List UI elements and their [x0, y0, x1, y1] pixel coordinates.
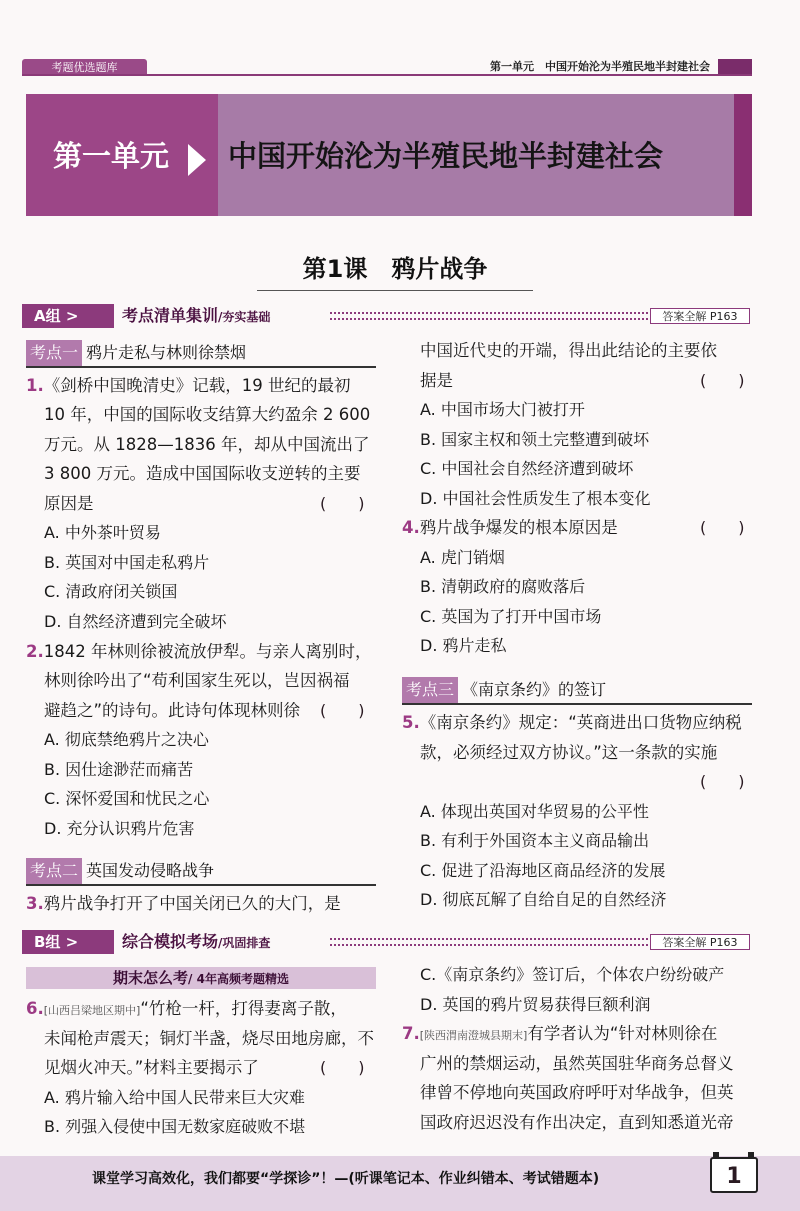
group-a-tag-wrap: [22, 304, 118, 328]
q1-number: 1.: [26, 376, 44, 395]
q6-option-a[interactable]: A. 鸦片输入给中国人民带来巨大灾难: [44, 1088, 305, 1107]
group-b-dots: [330, 938, 648, 946]
q4-answer-blank[interactable]: ( ): [700, 518, 745, 537]
kp2-title: 英国发动侵略战争: [86, 861, 215, 880]
footer-slogan: 课堂学习高效化，我们都要“学探诊”！—(听课笔记本、作业纠错本、考试错题本): [92, 1171, 600, 1187]
q6-text-1: “竹枪一杆，打得妻离子散，: [140, 999, 347, 1018]
q3-line-2: 中国近代史的开端，得出此结论的主要依: [420, 341, 717, 360]
group-a-tag: A组 >: [22, 304, 114, 328]
q5-option-c[interactable]: C. 促进了沿海地区商品经济的发展: [420, 861, 666, 880]
group-b-title: [122, 930, 352, 955]
lesson-underline: [257, 290, 533, 291]
kp2-heading: [26, 858, 386, 884]
header-accent-block: [718, 59, 752, 74]
q5-text-1: 《南京条约》规定：“英商进出口货物应纳税: [419, 713, 742, 732]
q7-number: 7.: [402, 1024, 420, 1043]
page-number: 1: [710, 1157, 758, 1193]
kp3-underline: [402, 703, 752, 705]
q1-line-4: 3 800 万元。造成中国国际收支逆转的主要: [44, 464, 361, 483]
group-b-subtitle: /巩固排查: [218, 936, 271, 950]
kp1-underline: [26, 366, 376, 368]
q6-line-2: 未闻枪声震天；铜灯半盏，烧尽田地房廊，不: [44, 1029, 374, 1048]
q2-option-c[interactable]: C. 深怀爱国和忧民之心: [44, 789, 210, 808]
q3-line-1: [26, 889, 341, 919]
q7-line-4: 国政府迟迟没有作出决定，直到知悉道光帝: [420, 1113, 734, 1132]
kp3-tag: 考点三: [402, 677, 458, 703]
group-b-tag: B组 >: [22, 930, 114, 954]
q5-option-d[interactable]: D. 彻底瓦解了自给自足的自然经济: [420, 890, 667, 909]
q7-source: [陕西渭南澄城县期末]: [419, 1029, 528, 1042]
q1-line-1: [26, 371, 351, 401]
unit-title: 中国开始沦为半殖民地半封建社会: [228, 139, 664, 173]
q6-line-1: [26, 994, 347, 1026]
q6-answer-blank[interactable]: ( ): [320, 1058, 365, 1077]
q3-option-b[interactable]: B. 国家主权和领土完整遭到破坏: [420, 430, 650, 449]
q6-number: 6.: [26, 999, 44, 1018]
header-divider: [22, 74, 752, 76]
kp1-title: 鸦片走私与林则徐禁烟: [86, 343, 247, 362]
q2-option-d[interactable]: D. 充分认识鸦片危害: [44, 819, 195, 838]
kp1-tag: 考点一: [26, 340, 82, 366]
q5-answer-blank[interactable]: ( ): [700, 772, 745, 791]
header-left-tag: 考题优选题库: [22, 59, 147, 76]
q1-text-1: 《剑桥中国晚清史》记载，19 世纪的最初: [43, 376, 351, 395]
group-b-title-text: 综合模拟考场: [122, 932, 219, 951]
q3-line-3: 据是: [420, 371, 453, 390]
group-a-dots: [330, 312, 648, 320]
q4-option-a[interactable]: A. 虎门销烟: [420, 548, 505, 567]
q7-line-1: [402, 1019, 717, 1051]
q2-text-1: 1842 年林则徐被流放伊犁。与亲人离别时，: [43, 642, 372, 661]
group-b-answer-ref[interactable]: 答案全解 P163: [650, 934, 750, 950]
q5-option-a[interactable]: A. 体现出英国对华贸易的公平性: [420, 802, 649, 821]
q4-text-1: 鸦片战争爆发的根本原因是: [419, 518, 618, 537]
kp2-tag: 考点二: [26, 858, 82, 884]
q5-number: 5.: [402, 713, 420, 732]
lesson-title: 第1课 鸦片战争: [302, 255, 488, 283]
q3-option-a[interactable]: A. 中国市场大门被打开: [420, 400, 585, 419]
q6-source: [山西吕梁地区期中]: [43, 1004, 141, 1017]
q6-line-3: 见烟火冲天。”材料主要揭示了: [44, 1058, 259, 1077]
unit-label: 第一单元: [52, 139, 169, 173]
kp2-underline: [26, 884, 376, 886]
group-a-title-text: 考点清单集训: [122, 306, 219, 325]
q3-option-d[interactable]: D. 中国社会性质发生了根本变化: [420, 489, 651, 508]
banner-arrow-icon: [188, 144, 206, 176]
header-unit-title: 第一单元 中国开始沦为半殖民地半封建社会: [490, 60, 710, 73]
q1-option-a[interactable]: A. 中外茶叶贸易: [44, 523, 161, 542]
q2-line-2: 林则徐吟出了“苟利国家生死以，岂因祸福: [44, 671, 350, 690]
q5-line-1: [402, 708, 742, 738]
q3-text-1: 鸦片战争打开了中国关闭已久的大门，是: [43, 894, 341, 913]
final-exam-subtitle: / 4年高频考题精选: [188, 972, 289, 986]
q7-text-1: 有学者认为“针对林则徐在: [527, 1024, 718, 1043]
kp3-heading: [402, 677, 762, 703]
q1-option-d[interactable]: D. 自然经济遭到完全破坏: [44, 612, 227, 631]
q3-number: 3.: [26, 894, 44, 913]
q1-line-3: 万元。从 1828—1836 年，却从中国流出了: [44, 435, 370, 454]
q2-line-3: 避趋之”的诗句。此诗句体现林则徐: [44, 701, 301, 720]
q4-number: 4.: [402, 518, 420, 537]
group-a-answer-ref[interactable]: 答案全解 P163: [650, 308, 750, 324]
q2-answer-blank[interactable]: ( ): [320, 701, 365, 720]
group-a-subtitle: /夯实基础: [218, 310, 271, 324]
q7-line-3: 律曾不停地向英国政府呼吁对华战争，但英: [420, 1083, 734, 1102]
q6-option-c[interactable]: C.《南京条约》签订后，个体农户纷纷破产: [420, 965, 725, 984]
q2-option-a[interactable]: A. 彻底禁绝鸦片之决心: [44, 730, 209, 749]
q1-option-c[interactable]: C. 清政府闭关锁国: [44, 582, 178, 601]
kp3-title: 《南京条约》的签订: [462, 680, 607, 699]
q1-option-b[interactable]: B. 英国对中国走私鸦片: [44, 553, 210, 572]
final-exam-bar: [26, 967, 376, 989]
q4-line-1: [402, 513, 618, 543]
q2-number: 2.: [26, 642, 44, 661]
group-a-title: [122, 304, 352, 329]
q3-answer-blank[interactable]: ( ): [700, 371, 745, 390]
q4-option-c[interactable]: C. 英国为了打开中国市场: [420, 607, 602, 626]
unit-banner-corner: [734, 94, 752, 216]
q1-line-5: 原因是: [44, 494, 94, 513]
q5-option-b[interactable]: B. 有利于外国资本主义商品输出: [420, 831, 650, 850]
kp1-heading: [26, 340, 386, 366]
q1-answer-blank[interactable]: ( ): [320, 494, 365, 513]
q2-line-1: [26, 637, 372, 667]
q1-line-2: 10 年，中国的国际收支结算大约盈余 2 600: [44, 405, 371, 424]
q4-option-d[interactable]: D. 鸦片走私: [420, 636, 507, 655]
q6-option-b[interactable]: B. 列强入侵使中国无数家庭破败不堪: [44, 1117, 306, 1136]
q6-option-d[interactable]: D. 英国的鸦片贸易获得巨额利润: [420, 995, 651, 1014]
q3-option-c[interactable]: C. 中国社会自然经济遭到破坏: [420, 459, 634, 478]
final-exam-title: 期末怎么考: [113, 969, 189, 987]
q4-option-b[interactable]: B. 清朝政府的腐败落后: [420, 577, 586, 596]
q7-line-2: 广州的禁烟运动，虽然英国驻华商务总督义: [420, 1054, 734, 1073]
group-b-tag-wrap: [22, 930, 118, 954]
q2-option-b[interactable]: B. 因仕途渺茫而痛苦: [44, 760, 194, 779]
q5-line-2: 款，必须经过双方协议。”这一条款的实施: [420, 743, 718, 762]
